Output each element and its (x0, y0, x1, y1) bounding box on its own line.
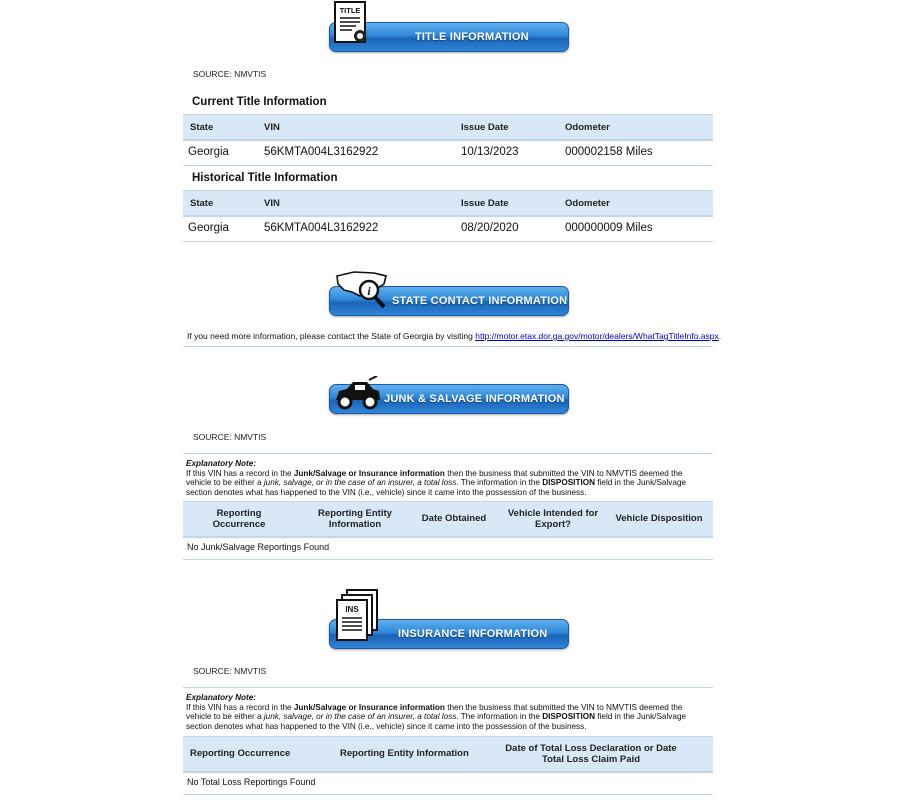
insurance-explanatory-note (186, 693, 706, 731)
current-title-heading: Current Title Information (192, 96, 327, 108)
title-document-icon (334, 1, 370, 50)
banner-label: TITLE INFORMATION (415, 31, 529, 43)
col-issue-date: Issue Date (461, 198, 509, 209)
us-map-magnifier-icon (334, 268, 392, 317)
note-italic: junk, salvage, or in the case of an insurer, a total loss (263, 478, 457, 488)
col-export: Vehicle Intended for Export? (507, 508, 599, 530)
note-text: . The information in the (456, 478, 543, 488)
cell-issue-date: 10/13/2023 (461, 146, 519, 158)
historical-title-heading: Historical Title Information (192, 172, 338, 184)
banner-label: STATE CONTACT INFORMATION (392, 295, 568, 307)
insurance-divider (183, 687, 713, 688)
col-reporting-occurrence: Reporting Occurrence (212, 508, 266, 530)
junk-salvage-source: SOURCE: NMVTIS (193, 432, 267, 442)
note-text: field in the Junk/Salvage section denotes what has happened to the VIN (i.e., vehicle) since it came into the possession of the business. (186, 478, 687, 497)
col-disposition: Vehicle Disposition (615, 513, 703, 524)
contact-sentence: If you need more information, please contact the State of Georgia by visiting (187, 331, 473, 341)
col-issue-date: Issue Date (461, 122, 509, 133)
cell-issue-date: 08/20/2020 (461, 222, 519, 234)
historical-title-header (183, 190, 713, 217)
cell-state: Georgia (188, 146, 229, 158)
note-bold: Junk/Salvage or Insurance information (293, 468, 445, 478)
cell-odometer: 000000009 Miles (565, 222, 653, 234)
note-bold: DISPOSITION (542, 478, 596, 488)
ins-icon-text: INS (345, 605, 359, 614)
note-text: . The information in the (456, 712, 543, 722)
cell-state: Georgia (188, 222, 229, 234)
col-reporting-entity: Reporting Entity Information (340, 748, 469, 759)
current-title-row (183, 140, 713, 166)
state-contact-divider (183, 346, 713, 347)
col-odometer: Odometer (565, 122, 610, 133)
title-icon-text: TITLE (339, 6, 361, 15)
cell-vin: 56KMTA004L3162922 (264, 146, 379, 158)
col-total-loss-date: Date of Total Loss Declaration or Date Total Loss Claim Paid (505, 743, 677, 765)
junk-salvage-header (183, 501, 713, 538)
empty-message: No Junk/Salvage Reportings Found (187, 542, 330, 552)
col-reporting-entity: Reporting Entity Information (318, 508, 392, 530)
note-bold: Junk/Salvage or Insurance information (293, 702, 445, 712)
col-date-obtained: Date Obtained (421, 513, 487, 524)
insurance-empty-row (183, 772, 713, 795)
empty-message: No Total Loss Reportings Found (187, 777, 316, 787)
svg-text:i: i (367, 284, 371, 298)
historical-title-row (183, 216, 713, 242)
current-title-header (183, 114, 713, 141)
title-source: SOURCE: NMVTIS (193, 69, 267, 79)
insurance-header (183, 736, 713, 773)
col-vin: VIN (264, 198, 280, 209)
note-text: then the business that submitted the VIN to NMVTIS deemed the vehicle to be either a (186, 702, 683, 722)
cell-vin: 56KMTA004L3162922 (264, 222, 379, 234)
state-contact-text (187, 331, 721, 341)
note-title: Explanatory Note: (186, 693, 257, 702)
col-state: State (190, 198, 214, 209)
note-italic: junk, salvage, or in the case of an insurer, a total loss (263, 712, 457, 722)
car-tow-icon (333, 376, 383, 417)
col-reporting-occurrence: Reporting Occurrence (190, 748, 291, 759)
note-bold: DISPOSITION (542, 712, 596, 722)
banner-label: INSURANCE INFORMATION (398, 628, 548, 640)
note-text: field in the Junk/Salvage section denotes what has happened to the VIN (i.e., vehicle) since it came into the possession of the business. (186, 712, 687, 731)
banner-label: JUNK & SALVAGE INFORMATION (384, 393, 565, 405)
contact-period: . (718, 331, 722, 341)
junk-salvage-divider (183, 453, 713, 454)
cell-odometer: 000002158 Miles (565, 146, 653, 158)
col-vin: VIN (264, 122, 280, 133)
junk-salvage-explanatory-note (186, 459, 706, 497)
note-text: If this VIN has a record in the (186, 702, 294, 712)
insurance-documents-icon (335, 589, 381, 648)
insurance-source: SOURCE: NMVTIS (193, 666, 267, 676)
junk-salvage-empty-row (183, 537, 713, 560)
col-state: State (190, 122, 214, 133)
note-text: If this VIN has a record in the (186, 468, 294, 478)
state-website-link[interactable]: http://motor.etax.dor.ga.gov/motor/dealers/WhatTagTitleInfo.aspx (475, 331, 719, 341)
col-odometer: Odometer (565, 198, 610, 209)
note-text: then the business that submitted the VIN to NMVTIS deemed the vehicle to be either a (186, 468, 683, 488)
note-title: Explanatory Note: (186, 459, 257, 468)
